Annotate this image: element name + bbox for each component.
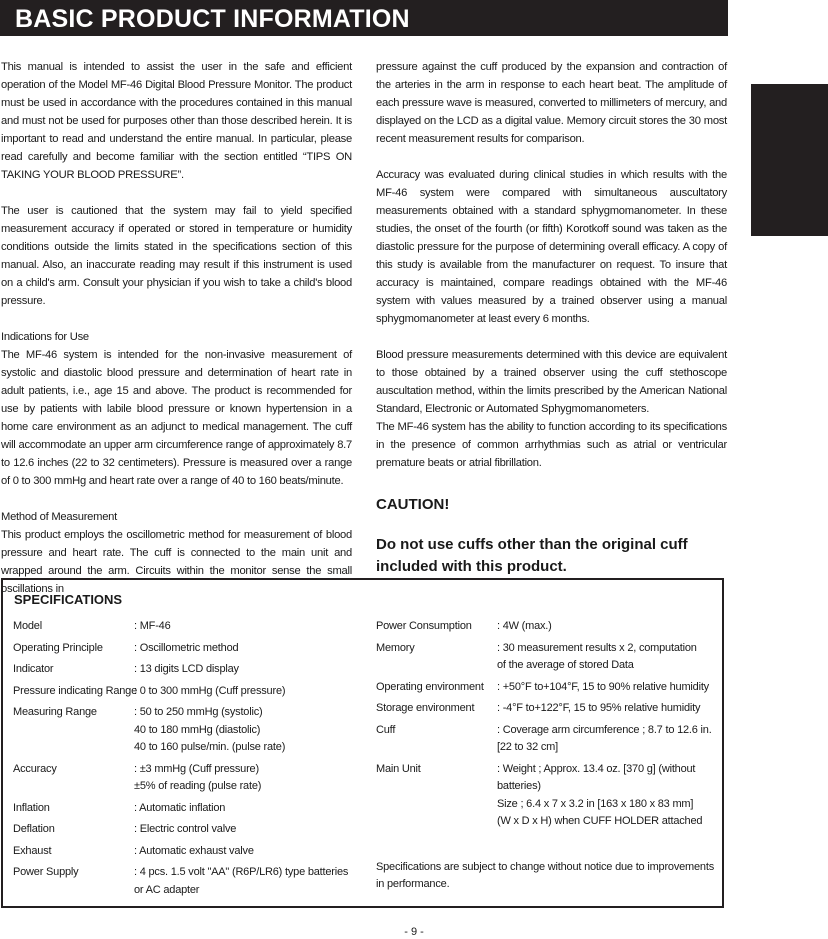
specs-right-column (376, 618, 721, 894)
spec-value: : Weight ; Approx. 13.4 oz. [370 g] (without batteries) Size ; 6.4 x 7 x 3.2 in [163 x 180 x 83 mm] (W x D x H) when CUFF HOLDER attached (497, 762, 703, 827)
spec-value: : MF-46 (134, 620, 171, 632)
spec-row (13, 683, 363, 701)
right-text-column (376, 58, 727, 596)
spec-label: Operating Principle (13, 641, 103, 654)
section-banner (0, 0, 728, 36)
intro-paragraph: This manual is intended to assist the user in the safe and efficient operation of the Model MF-46 Digital Blood Pressure Monitor. The product must be used in accordance with the procedures contained in this manual and must not be used for purposes other than those described herein. It is important to read and understand the entire manual. In particular, please read carefully and become familiar with the section entitled “TIPS ON TAKING YOUR BLOOD PRESSURE”. (1, 61, 352, 181)
spec-row (13, 761, 363, 796)
spec-row (376, 722, 721, 757)
spec-row (13, 618, 363, 636)
spec-row (13, 704, 363, 757)
spec-value: : Coverage arm circumference ; 8.7 to 12.6 in. [22 to 32 cm] (497, 723, 712, 753)
spec-label: Inflation (13, 801, 50, 814)
page-title: BASIC PRODUCT INFORMATION (15, 5, 410, 33)
spec-label: Indicator (13, 663, 54, 675)
method-heading: Method of Measurement (1, 511, 118, 523)
spec-row (13, 661, 363, 679)
spec-label: Accuracy (13, 762, 57, 775)
specifications-footnote: Specifications are subject to change without notice due to improvements in performance. (376, 860, 714, 890)
spec-value: : 4W (max.) (497, 620, 552, 632)
specifications-title: SPECIFICATIONS (14, 592, 123, 607)
spec-label: Measuring Range (13, 706, 97, 718)
caution-paragraph: The user is cautioned that the system may fail to yield specified measurement accuracy if operated or stored in temperature or humidity conditions outside the limits stated in the specifications section of this manual. Also, an inaccurate reading may result if this instrument is used on a child's arm. Consult your physician if you wish to take a child's blood pressure. (1, 205, 352, 307)
accuracy-paragraph: Accuracy was evaluated during clinical studies in which results with the MF-46 system were compared with simultaneous auscultatory measurements obtained with a standard sphygmomanometer. In these studies, the onset of the fourth (or fifth) Korotkoff sound was taken as the diastolic pressure for the purpose of determining overall efficacy. A copy of this study is available from the manufacturer on request. To insure that accuracy is maintained, compare readings obtained with the MF-46 system with values measured by a trained observer using a manual sphygmomanometer at least every 6 months. (376, 169, 727, 325)
caution-title: CAUTION! (376, 496, 450, 513)
spec-value: : Electric control valve (134, 823, 237, 835)
spec-label: Cuff (376, 723, 396, 736)
page-number: - 9 - (404, 926, 424, 938)
spec-row (13, 640, 363, 658)
spec-value: : -4°F to+122°F, 15 to 95% relative humidity (497, 702, 701, 714)
spec-row (376, 761, 721, 831)
spec-value: : Automatic inflation (134, 801, 226, 814)
spec-label: Power Supply (13, 866, 79, 878)
spec-row (13, 843, 363, 861)
spec-row (13, 821, 363, 839)
spec-label: Exhaust (13, 844, 52, 857)
spec-label: Model (13, 620, 42, 632)
specs-left-column (13, 618, 363, 899)
spec-value: : 0 to 300 mmHg (Cuff pressure) (134, 684, 286, 697)
spec-row (376, 618, 721, 636)
specifications-box (1, 578, 724, 908)
equivalence-paragraph: Blood pressure measurements determined with this device are equivalent to those obtained by a trained observer using the cuff stethoscope auscultation method, within the limits prescribed by the American National Standard, Electronic or Automated Sphygmomanometers. (376, 349, 727, 415)
method-paragraph: This product employs the oscillometric method for measurement of blood pressure and heart rate. The cuff is connected to the main unit and wrapped around the arm. Circuits within the monitor sense the small oscillations in (1, 529, 352, 595)
spec-row (376, 640, 721, 675)
spec-label: Power Consumption (376, 620, 472, 632)
spec-value: : 50 to 250 mmHg (systolic) 40 to 180 mmHg (diastolic) 40 to 160 pulse/min. (pulse rate) (134, 706, 286, 753)
spec-label: Deflation (13, 823, 55, 835)
method-continued-paragraph: pressure against the cuff produced by the expansion and contraction of the arteries in the arm in response to each heart beat. The amplitude of each pressure wave is measured, converted to millimeters of mercury, and displayed on the LCD as a digital value. Memory circuit stores the 30 most recent measurement results for comparison. (376, 61, 727, 145)
left-text-column (1, 58, 352, 598)
section-tab-marker (751, 84, 828, 236)
spec-value: : Oscillometric method (134, 641, 239, 654)
spec-label: Memory (376, 641, 415, 654)
indications-paragraph: The MF-46 system is intended for the non-invasive measurement of systolic and diastolic blood pressure and determination of heart rate in adult patients, i.e., age 15 and above. The product is recommended for use by patients with labile blood pressure or known hypertension in a home care environment as an adjunct to medical management. The cuff will accommodate an upper arm circumference range of approximately 8.7 to 12.6 inches (22 to 32 centimeters). Pressure is measured over a range of 0 to 300 mmHg and heart rate over a range of 40 to 160 beats/minute. (1, 349, 352, 487)
spec-value: : 13 digits LCD display (134, 663, 239, 675)
spec-value: : Automatic exhaust valve (134, 844, 254, 857)
spec-row (376, 700, 721, 718)
arrhythmia-paragraph: The MF-46 system has the ability to function according to its specifications in the presence of common arrhythmias such as atrial or ventricular premature beats or atrial fibrillation. (376, 421, 727, 469)
spec-label: Main Unit (376, 762, 421, 775)
caution-body: Do not use cuffs other than the original cuff included with this product. (376, 536, 688, 575)
spec-row (13, 864, 363, 899)
spec-label: Operating environment (376, 680, 484, 693)
spec-value: : ±3 mmHg (Cuff pressure) ±5% of reading (pulse rate) (134, 762, 262, 792)
indications-heading: Indications for Use (1, 331, 89, 343)
spec-row (13, 800, 363, 818)
spec-value: : 4 pcs. 1.5 volt "AA" (R6P/LR6) type batteries or AC adapter (134, 866, 349, 896)
spec-label: Storage environment (376, 702, 475, 714)
spec-value: : +50°F to+104°F, 15 to 90% relative humidity (497, 680, 709, 693)
spec-row (376, 679, 721, 697)
spec-label: Pressure indicating Range (13, 684, 138, 697)
spec-value: : 30 measurement results x 2, computation of the average of stored Data (497, 641, 697, 671)
